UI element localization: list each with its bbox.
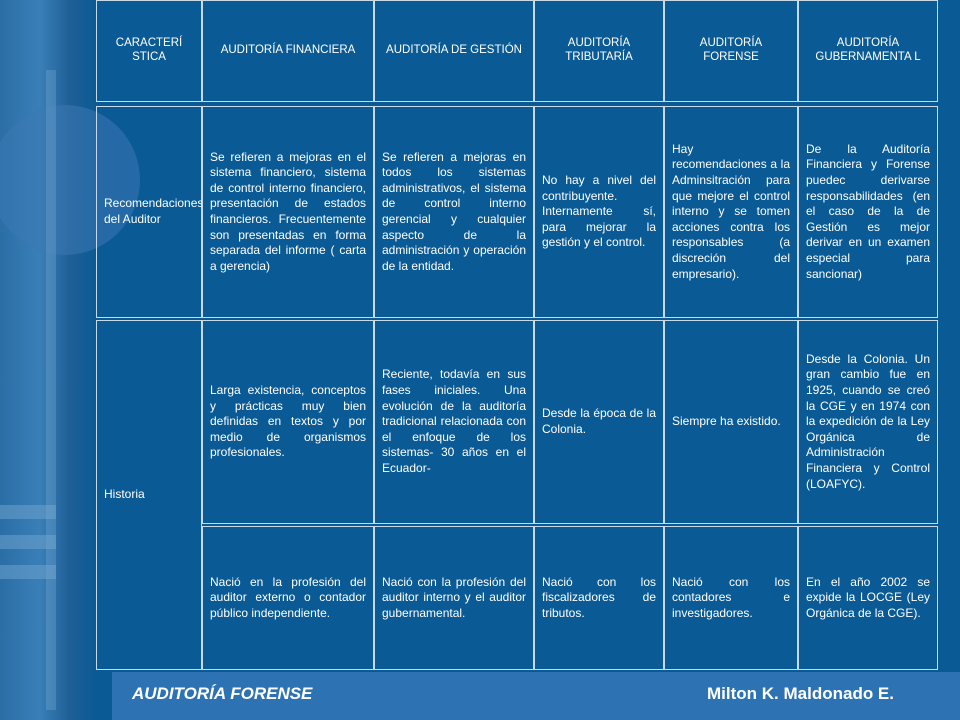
- decorative-block: [0, 505, 56, 519]
- table-cell: En el año 2002 se expide la LOCGE (Ley Orgánica de la CGE).: [798, 526, 938, 670]
- table-cell: Larga existencia, conceptos y prácticas muy bien definidas en textos y por medio de organismos profesionales.: [202, 320, 374, 524]
- table-cell: Se refieren a mejoras en el sistema financiero, sistema de control interno financiero, presentación de estados financieros. Frecuentemente son presentadas en forma separada del informe ( carta a gerencia): [202, 106, 374, 318]
- header-gestion: AUDITORÍA DE GESTIÓN: [374, 0, 534, 102]
- table-cell: Se refieren a mejoras en todos los sistemas administrativos, el sistema de control interno gerencial y cualquier aspecto de la administración y operación de la entidad.: [374, 106, 534, 318]
- header-financiera: AUDITORÍA FINANCIERA: [202, 0, 374, 102]
- table-cell: Nació en la profesión del auditor externo o contador público independiente.: [202, 526, 374, 670]
- decorative-block: [0, 565, 56, 579]
- header-gubernamental: AUDITORÍA GUBERNAMENTA L: [798, 0, 938, 102]
- table-cell: De la Auditoría Financiera y Forense puedec derivarse responsabilidades (en el caso de la de Gestión es mejor derivar en un examen especial para sancionar): [798, 106, 938, 318]
- row-label-historia: Historia: [96, 320, 202, 670]
- table-cell: Nació con los fiscalizadores de tributos.: [534, 526, 664, 670]
- footer-author: Milton K. Maldonado E.: [707, 684, 894, 703]
- table-cell: Desde la época de la Colonia.: [534, 320, 664, 524]
- table-cell: Reciente, todavía en sus fases iniciales. Una evolución de la auditoría tradicional relacionada con el enfoque de los sistemas- 30 años en el Ecuador-: [374, 320, 534, 524]
- table-cell: Hay recomendaciones a la Adminsitración para que mejore el control interno y se tomen acciones contra los responsables (a discreción del empresario).: [664, 106, 798, 318]
- decorative-line: [46, 70, 56, 710]
- table-cell: Nació con los contadores e investigadores.: [664, 526, 798, 670]
- decorative-block: [0, 535, 56, 549]
- decorative-stripe: [0, 0, 96, 720]
- header-tributaria: AUDITORÍA TRIBUTARÍA: [534, 0, 664, 102]
- table-cell: Desde la Colonia. Un gran cambio fue en 1925, cuando se creó la CGE y en 1974 con la expedición de la Ley Orgánica de Administración Financiera y Control (LOAFYC).: [798, 320, 938, 524]
- footer-bar: [112, 672, 960, 720]
- table-cell: No hay a nivel del contribuyente. Internamente sí, para mejorar la gestión y el control.: [534, 106, 664, 318]
- header-caracteristica: CARACTERÍ STICA: [96, 0, 202, 102]
- table-cell: Siempre ha existido.: [664, 320, 798, 524]
- row-label-recomendaciones: Recomendaciones del Auditor: [96, 106, 202, 318]
- footer-title: AUDITORÍA FORENSE: [132, 684, 313, 703]
- header-forense: AUDITORÍA FORENSE: [664, 0, 798, 102]
- table-cell: Nació con la profesión del auditor interno y el auditor gubernamental.: [374, 526, 534, 670]
